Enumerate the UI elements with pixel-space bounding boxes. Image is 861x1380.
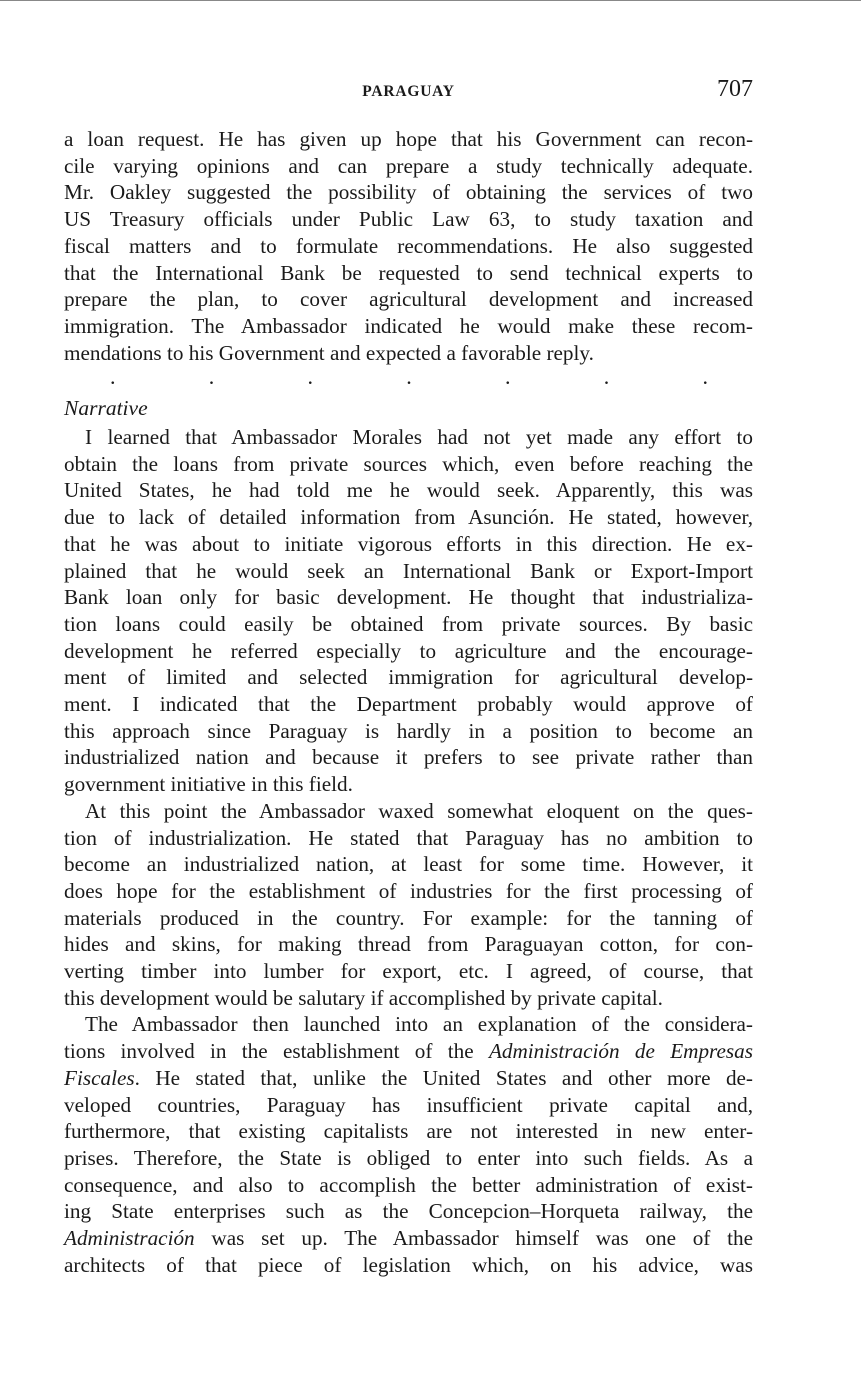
top-border [0, 0, 861, 1]
text-line: cile varying opinions and can prepare a study technically adequate. [64, 153, 753, 178]
text-line [64, 1225, 753, 1252]
text-line: consequence, and also to accomplish the better administration of exist- [64, 1172, 753, 1197]
text-line: mendations to his Government and expected a favorable reply. [64, 340, 594, 365]
text-line: Mr. Oakley suggested the possibility of obtaining the services of two [64, 180, 753, 205]
text-line: United States, he had told me he would seek. Apparently, this was [64, 478, 753, 503]
text-line [64, 1038, 753, 1065]
text-line: immigration. The Ambassador indicated he would make these recom- [64, 313, 753, 338]
text-line: The Ambassador then launched into an explanation of the considera- [85, 1012, 753, 1037]
running-head: PARAGUAY [362, 83, 455, 100]
text-line: development he referred especially to agriculture and the encourage- [64, 638, 753, 663]
text-line: that he was about to initiate vigorous efforts in this direction. He ex- [64, 531, 753, 556]
text-line: ment of limited and selected immigration for agricultural develop- [64, 665, 753, 690]
page-header [64, 76, 753, 108]
text-line [64, 1065, 753, 1092]
ellipsis-dot: . [702, 364, 708, 389]
page-number: 707 [717, 76, 753, 102]
omission-ellipsis [64, 364, 753, 389]
paragraph-loans [64, 424, 753, 798]
text-line: prises. Therefore, the State is obliged to enter into such fields. As a [64, 1145, 753, 1170]
paragraph-loan-request [64, 126, 753, 366]
text-line: prepare the plan, to cover agricultural development and increased [64, 287, 753, 312]
text-line: verting timber into lumber for export, etc. I agreed, of course, that [64, 959, 753, 984]
text-line: veloped countries, Paraguay has insufficient private capital and, [64, 1092, 753, 1117]
paragraph-body [64, 126, 753, 366]
text-line: plained that he would seek an International Bank or Export-Import [64, 558, 753, 583]
ellipsis-dot: . [110, 364, 116, 389]
text-line: I learned that Ambassador Morales had not yet made any effort to [85, 425, 753, 449]
text-line: furthermore, that existing capitalists are not interested in new enter- [64, 1119, 753, 1144]
italic-term: Administración [64, 1226, 195, 1251]
ellipsis-dot: . [603, 364, 610, 389]
text-line: fiscal matters and to formulate recommendations. He also suggested [64, 233, 753, 258]
text-line: that the International Bank be requested to send technical experts to [64, 260, 753, 285]
text-line: hides and skins, for making thread from Paraguayan cotton, for con- [64, 932, 753, 957]
text-line: this approach since Paraguay is hardly in a position to become an [64, 718, 753, 743]
text-line: a loan request. He has given up hope that his Government can recon- [64, 127, 753, 151]
paragraph-industrialization [64, 798, 753, 1012]
text-line: ment. I indicated that the Department probably would approve of [64, 692, 753, 717]
text-line: tion of industrialization. He stated that Paraguay has no ambition to [64, 825, 753, 850]
section-heading: Narrative [64, 396, 148, 420]
text-line: US Treasury officials under Public Law 63, to study taxation and [64, 207, 753, 232]
text-segment: was set up. The Ambassador himself was one of the [194, 1226, 753, 1251]
ellipsis-dot: . [505, 364, 511, 389]
ellipsis-dot: . [406, 364, 412, 389]
text-line: due to lack of detailed information from Asunción. He stated, however, [64, 505, 753, 530]
text-line: government initiative in this field. [64, 772, 353, 797]
text-line: become an industrialized nation, at least for some time. However, it [64, 852, 753, 877]
text-line: architects of that piece of legislation which, on his advice, was [64, 1252, 753, 1277]
italic-term: Administración de Empresas [488, 1039, 753, 1064]
text-line: obtain the loans from private sources which, even before reaching the [64, 451, 753, 476]
text-segment: tions involved in the establishment of the [64, 1039, 489, 1064]
text-line: does hope for the establishment of industries for the first processing of [64, 878, 753, 903]
ellipsis-dot: . [307, 364, 313, 389]
text-segment: . He stated that, unlike the United States and other more de- [134, 1065, 753, 1090]
ellipsis-dot: . [208, 364, 215, 389]
text-line: Bank loan only for basic development. He thought that industrializa- [64, 585, 753, 610]
italic-term: Fiscales [64, 1065, 135, 1090]
narrative-body [64, 424, 753, 1279]
text-line: industrialized nation and because it prefers to see private rather than [64, 745, 753, 770]
paragraph-administracion [64, 1011, 753, 1278]
text-line: materials produced in the country. For example: for the tanning of [64, 905, 753, 930]
text-line: ing State enterprises such as the Concepcion–Horqueta railway, the [64, 1199, 753, 1224]
text-line: this development would be salutary if accomplished by private capital. [64, 985, 663, 1010]
text-line: tion loans could easily be obtained from private sources. By basic [64, 611, 753, 636]
text-line: At this point the Ambassador waxed somewhat eloquent on the ques- [85, 798, 753, 823]
